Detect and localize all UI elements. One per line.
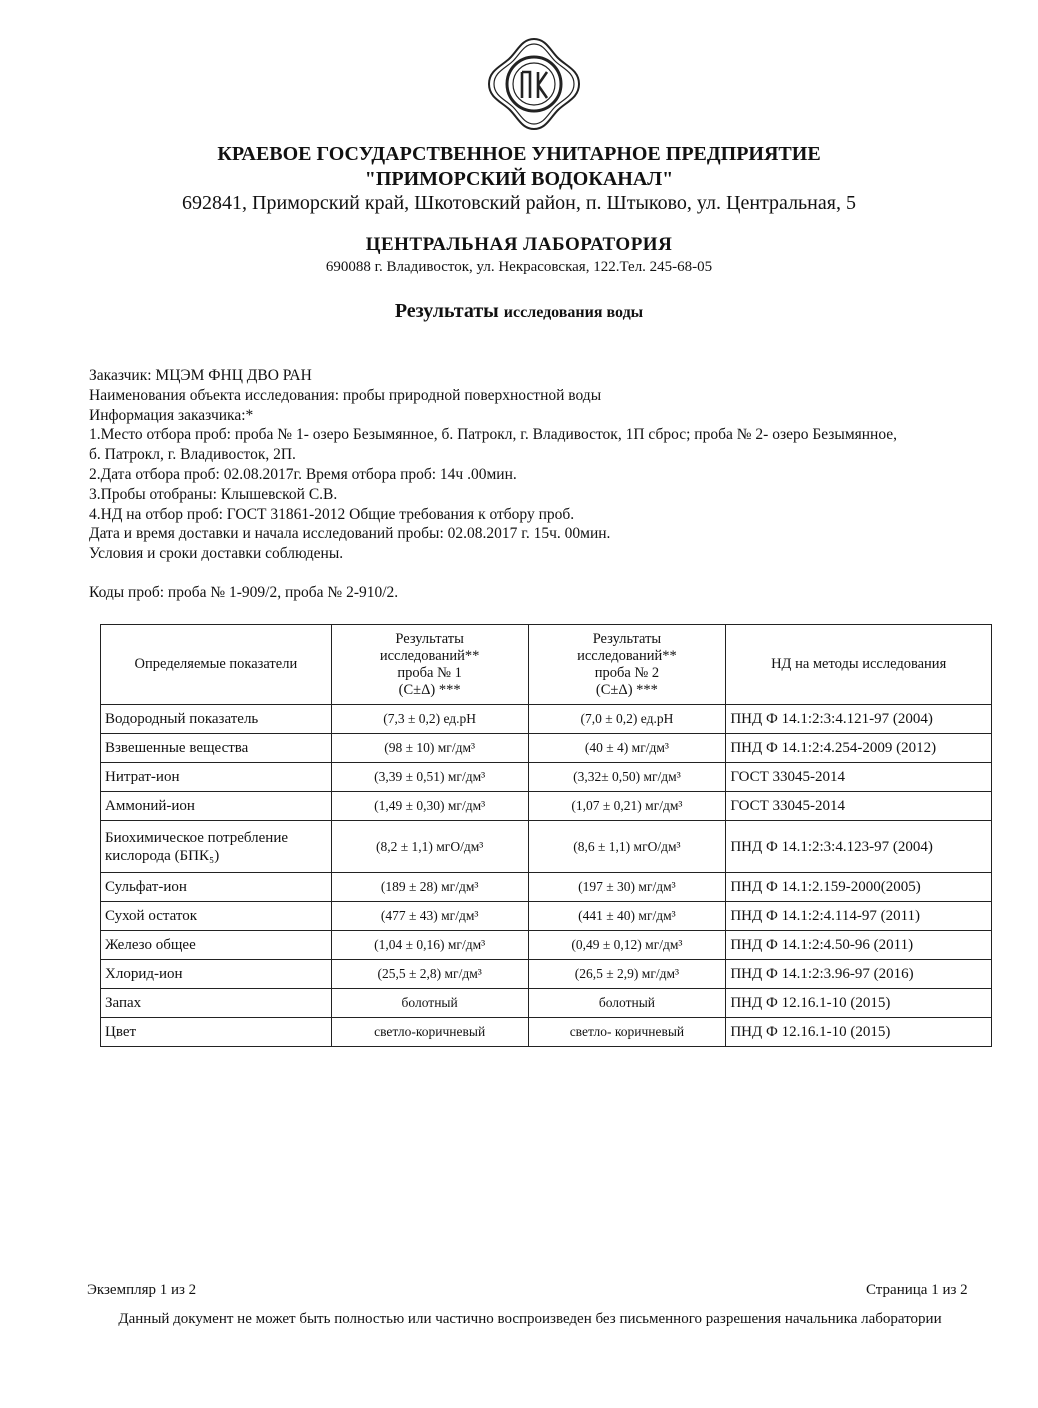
method-nd: ПНД Ф 12.16.1-10 (2015) [726,989,992,1018]
sample2-value: (3,32± 0,50) мг/дм³ [528,763,726,792]
param-name: Железо общее [101,931,332,960]
title-main: Результаты [394,300,499,322]
org-address: 692841, Приморский край, Шкотовский район, п. Штыково, ул. Центральная, 5 [182,192,856,214]
method-nd: ПНД Ф 14.1:2:3:4.121-97 (2004) [726,705,992,734]
copy-number: Экземпляр 1 из 2 [87,1282,197,1298]
param-name-line: Биохимическое потребление [105,829,289,846]
org-name-line2: "ПРИМОРСКИЙ ВОДОКАНАЛ" [364,168,674,190]
customer-info [89,366,989,564]
sample2-value: (8,6 ± 1,1) мгО/дм³ [528,821,726,873]
param-name: Хлорид-ион [101,960,332,989]
method-nd: ПНД Ф 14.1:2:4.254-2009 (2012) [726,734,992,763]
info-line: Дата и время доставки и начала исследований пробы: 02.08.2017 г. 15ч. 00мин. [89,525,611,543]
sample2-value: болотный [528,989,726,1018]
sample1-value: (8,2 ± 1,1) мгО/дм³ [331,821,528,873]
info-line: 4.НД на отбор проб: ГОСТ 31861-2012 Общие требования к отбору проб. [89,505,575,523]
info-line: Заказчик: МЦЭМ ФНЦ ДВО РАН [89,367,312,384]
sample1-value: светло-коричневый [331,1018,528,1047]
table-header-row [101,625,992,705]
sample2-value: (26,5 ± 2,9) мг/дм³ [528,960,726,989]
sample1-value: (1,04 ± 0,16) мг/дм³ [331,931,528,960]
table-row [101,873,992,902]
document-title [0,300,1038,323]
table-row [101,989,992,1018]
info-line: Наименования объекта исследования: пробы природной поверхностной воды [89,386,602,404]
header-param: Определяемые показатели [101,625,332,705]
param-name: Цвет [101,1018,332,1047]
info-line: Условия и сроки доставки соблюдены. [89,545,344,563]
sample2-value: (441 ± 40) мг/дм³ [528,902,726,931]
method-nd: ГОСТ 33045-2014 [726,792,992,821]
title-rest: исследования воды [503,304,644,321]
lab-name: ЦЕНТРАЛЬНАЯ ЛАБОРАТОРИЯ [365,234,673,255]
param-name: Взвешенные вещества [101,734,332,763]
sample2-value: (197 ± 30) мг/дм³ [528,873,726,902]
param-name: Запах [101,989,332,1018]
sample1-value: (189 ± 28) мг/дм³ [331,873,528,902]
table-row [101,902,992,931]
sample1-value: (1,49 ± 0,30) мг/дм³ [331,792,528,821]
table-row [101,763,992,792]
info-line: б. Патрокл, г. Владивосток, 2П. [89,446,296,464]
info-line: Информация заказчика:* [89,406,254,424]
header-sample2 [528,625,726,705]
org-name-line1: КРАЕВОЕ ГОСУДАРСТВЕННОЕ УНИТАРНОЕ ПРЕДПРИЯТИЕ [217,143,821,165]
header-sample2-line: проба № 2 [594,664,660,681]
method-nd: ПНД Ф 14.1:2.159-2000(2005) [726,873,992,902]
table-row [101,705,992,734]
table-row [101,931,992,960]
param-name: Аммоний-ион [101,792,332,821]
results-table [100,624,992,1047]
header-sample2-line: исследований** [577,647,677,664]
sample2-value: (7,0 ± 0,2) ед.pH [528,705,726,734]
param-name [101,821,332,873]
param-name: Сульфат-ион [101,873,332,902]
info-line: 3.Пробы отобраны: Клышевской С.В. [89,485,338,503]
table-row [101,821,992,873]
sample2-value: (0,49 ± 0,12) мг/дм³ [528,931,726,960]
header-sample1 [331,625,528,705]
sample2-value: (40 ± 4) мг/дм³ [528,734,726,763]
table-row [101,960,992,989]
sample-codes: Коды проб: проба № 1-909/2, проба № 2-910/2. [89,584,399,601]
header-sample2-line: Результаты [592,630,662,647]
method-nd: ПНД Ф 14.1:2:4.114-97 (2011) [726,902,992,931]
lab-address: 690088 г. Владивосток, ул. Некрасовская, 122.Тел. 245-68-05 [325,259,713,275]
method-nd: ПНД Ф 12.16.1-10 (2015) [726,1018,992,1047]
page-number: Страница 1 из 2 [866,1282,968,1298]
table-row [101,792,992,821]
sample1-value: (3,39 ± 0,51) мг/дм³ [331,763,528,792]
table-row [101,1018,992,1047]
sample1-value: (477 ± 43) мг/дм³ [331,902,528,931]
method-nd: ПНД Ф 14.1:2:3.96-97 (2016) [726,960,992,989]
header-sample2-line: (С±Δ) *** [595,681,658,698]
info-line: 2.Дата отбора проб: 02.08.2017г. Время отбора проб: 14ч .00мин. [89,465,517,483]
vodokanal-emblem-icon [486,36,582,132]
sample2-value: (1,07 ± 0,21) мг/дм³ [528,792,726,821]
info-line: 1.Место отбора проб: проба № 1- озеро Безымянное, б. Патрокл, г. Владивосток, 1П сброс; проба № 2- озеро Безымянное, [89,426,898,444]
header-sample1-line: Результаты [395,630,464,647]
param-name: Нитрат-ион [101,763,332,792]
sample1-value: (25,5 ± 2,8) мг/дм³ [331,960,528,989]
method-nd: ПНД Ф 14.1:2:4.50-96 (2011) [726,931,992,960]
sample1-value: болотный [331,989,528,1018]
sample2-value: светло- коричневый [528,1018,726,1047]
sample1-value: (98 ± 10) мг/дм³ [331,734,528,763]
param-name-line: кислорода (БПК₅) [105,847,220,864]
table-row [101,734,992,763]
param-name: Сухой остаток [101,902,332,931]
disclaimer: Данный документ не может быть полностью или частично воспроизведен без письменного разрешения начальника лаборатории [118,1311,942,1327]
header-nd: НД на методы исследования [726,625,992,705]
method-nd: ПНД Ф 14.1:2:3:4.123-97 (2004) [726,821,992,873]
header-sample1-line: (С±Δ) *** [398,681,461,698]
sample1-value: (7,3 ± 0,2) ед.pH [331,705,528,734]
header-sample1-line: исследований** [379,647,480,664]
method-nd: ГОСТ 33045-2014 [726,763,992,792]
header-sample1-line: проба № 1 [397,664,462,681]
param-name: Водородный показатель [101,705,332,734]
